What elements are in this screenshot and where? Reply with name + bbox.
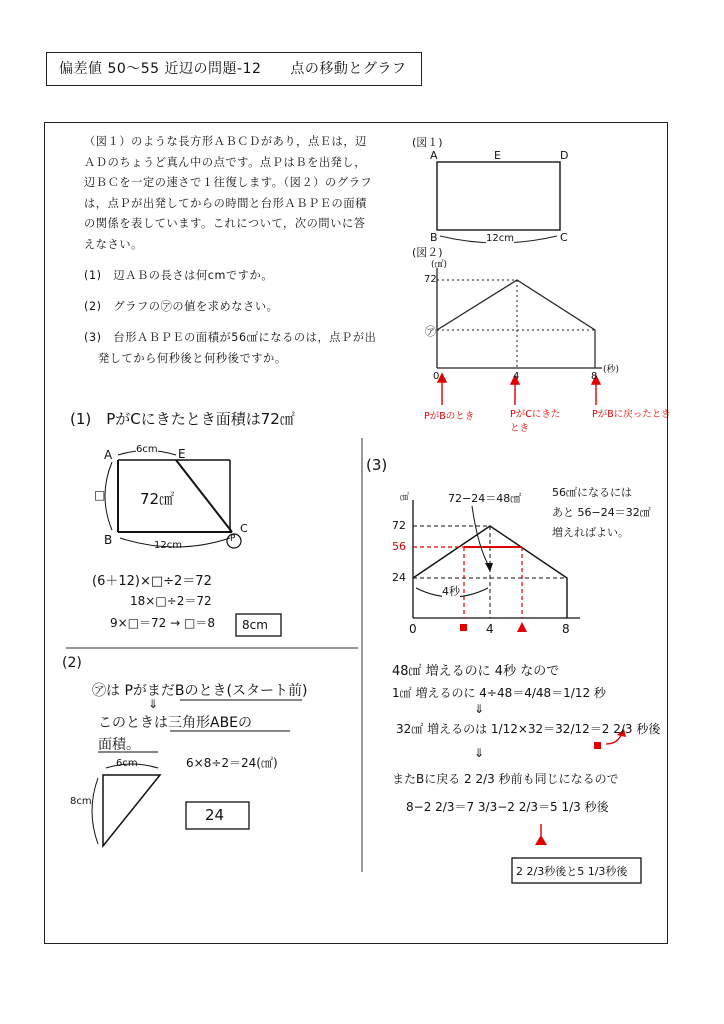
fig1-point-a: A [430, 149, 438, 162]
sol1-point-c: C [240, 522, 248, 535]
problem-line: えなさい。 [84, 237, 143, 251]
fig2-sec: (秒) [603, 365, 620, 375]
sol3-red-square [460, 624, 467, 631]
sol3-red-triangle [517, 622, 527, 632]
fig1-point-c: C [560, 231, 568, 244]
sol1-brace-side [105, 462, 112, 530]
sol3-unit: ㎠ [400, 493, 410, 503]
sol3-x0: 0 [409, 622, 417, 636]
problem-line: ＡＤのちょうど真ん中の点です。点ＰはＢを出発し， [84, 155, 367, 169]
sol3-side2: あと 56−24＝32㎠ [552, 506, 651, 519]
sol3-y72: 72 [392, 519, 406, 532]
sol1-eq3: 9×□＝72 → □＝8 [110, 616, 215, 630]
sol1-bottom-length: 12cm [154, 540, 182, 551]
question-3b: 発してから何秒後と何秒後ですか。 [98, 352, 287, 365]
fig1-point-e: E [494, 149, 501, 162]
sol3-seg: 4秒 [442, 585, 460, 598]
sol3-answer: 2 2/3秒後と5 1/3秒後 [516, 865, 628, 878]
sol3-red-triangle-2 [535, 835, 547, 845]
sol3-l2: 1㎠ 増えるのに 4÷48＝4/48＝1/12 秒 [392, 686, 606, 700]
sol3-heading: (3) [366, 456, 388, 474]
fig2-x4: 4 [513, 371, 520, 382]
problem-line: （図１）のような長方形ＡＢＣＤがあり，点Ｅは，辺 [84, 135, 367, 148]
sol1-answer: 8cm [242, 618, 268, 632]
sol1-heading: (1) PがCにきたとき面積は72㎠ [70, 410, 295, 428]
fig2-x0: 0 [433, 371, 440, 382]
sol3-l5: ⇓ [474, 746, 485, 760]
sol2-top-length: 6cm [116, 758, 138, 769]
sol1-point-e: E [178, 447, 186, 461]
problem-line: は，点Ｐが出発してからの時間と台形ＡＢＰＥの面積 [84, 196, 367, 210]
sol1-point-p: P [230, 534, 236, 544]
fig2-note-4b: とき [510, 423, 530, 434]
sol1-point-a: A [104, 448, 113, 462]
sol2-triangle [103, 775, 160, 846]
sol2-line2: このときは三角形ABEの [98, 715, 253, 731]
fig1-bc-length: 12cm [486, 233, 514, 244]
sol3-x4: 4 [486, 622, 494, 636]
sol3-arrowhead [485, 563, 493, 572]
fig2-x8: 8 [591, 371, 598, 382]
fig1-point-b: B [430, 231, 438, 244]
fig2-note-4a: PがCにきた [510, 409, 561, 420]
page-title: 偏差値 50〜55 近辺の問題-12 点の移動とグラフ [46, 52, 422, 86]
sol3-red-square-2 [594, 742, 601, 749]
sol3-side1: 56㎠になるには [552, 486, 632, 499]
fig2-y72: 72 [424, 274, 437, 285]
sol2-arrow: ⇓ [148, 697, 159, 711]
sol1-point-b: B [104, 533, 113, 547]
sol1-area-label: 72㎠ [140, 490, 175, 508]
sol3-l3: ⇓ [474, 702, 485, 716]
fig1-rectangle [437, 162, 560, 230]
sol2-line1: ㋐は PがまだBのとき(スタート前) [92, 683, 308, 699]
question-2: (2) グラフの㋐の値を求めなさい。 [84, 300, 279, 313]
sol3-l1: 48㎠ 増えるのに 4秒 なので [392, 664, 560, 679]
sol3-y56: 56 [392, 540, 406, 553]
problem-line: 辺ＢＣを一定の速さで１往復します。（図２）のグラフ [84, 176, 373, 189]
question-3a: (3) 台形ＡＢＰＥの面積が56㎠になるのは，点Ｐが出 [84, 331, 377, 344]
sol3-l7: 8−2 2/3＝7 3/3−2 2/3＝5 1/3 秒後 [406, 800, 609, 814]
fig2-note-0: PがBのとき [424, 411, 475, 422]
sol3-x8: 8 [562, 622, 570, 636]
sol3-y24: 24 [392, 571, 406, 584]
question-1: (1) 辺ＡＢの長さは何cmですか。 [84, 269, 274, 282]
fig2-label: (図２) [412, 246, 443, 259]
sol1-side-unknown: □ [94, 488, 106, 502]
sol2-answer: 24 [205, 806, 225, 824]
sol3-l4: 32㎠ 増えるのは 1/12×32＝32/12＝2 2/3 秒後 [396, 722, 661, 736]
sol1-diagonal-ep [176, 460, 232, 532]
sol2-calc: 6×8÷2＝24(㎠) [186, 756, 278, 770]
fig2-unit: (㎠) [431, 260, 448, 270]
fig2-note-8: PがBに戻ったとき [592, 409, 671, 420]
sol1-eq2: 18×□÷2＝72 [130, 594, 212, 608]
sol3-note-top: 72−24＝48㎠ [448, 492, 522, 505]
fig2-ya: ㋐ [425, 325, 436, 338]
sol3-l6: またBに戻る 2 2/3 秒前も同じになるので [392, 772, 619, 786]
sol3-side3: 増えればよい。 [552, 526, 629, 539]
sol2-heading: (2) [62, 655, 82, 671]
sol1-top-length: 6cm [136, 444, 158, 455]
fig1-label: (図１) [412, 136, 443, 149]
sol1-eq1: (6＋12)×□÷2＝72 [92, 574, 212, 589]
fig2-graph-line [437, 280, 595, 368]
sol2-side-length: 8cm [70, 796, 92, 807]
fig1-point-d: D [560, 149, 569, 162]
problem-line: の関係を表しています。これについて，次の問いに答 [84, 217, 366, 230]
sol2-line3: 面積。 [98, 737, 140, 753]
sol2-brace-side [92, 778, 98, 844]
